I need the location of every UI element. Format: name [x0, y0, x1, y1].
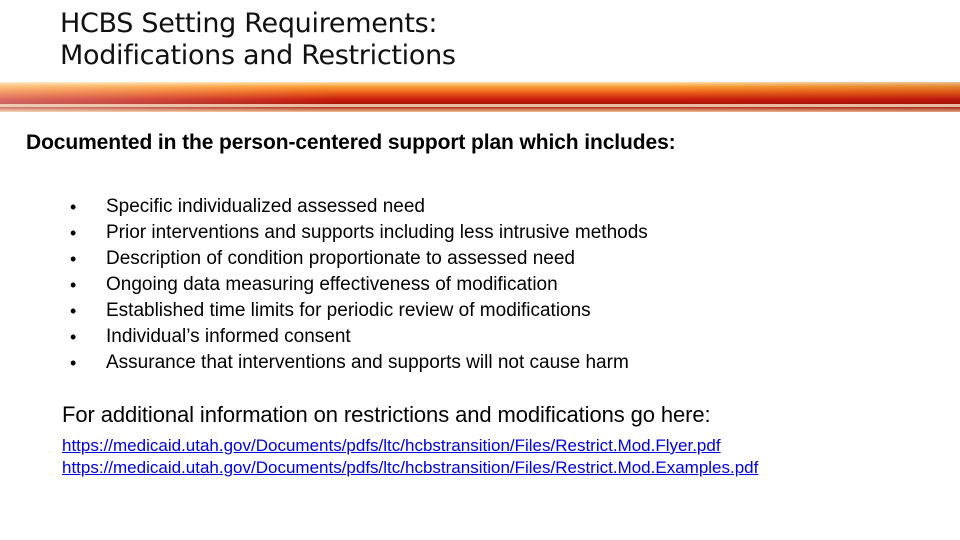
more-info-text: For additional information on restrictions and modifications go here: — [62, 402, 711, 427]
list-item-text: Prior interventions and supports including less intrusive methods — [106, 222, 648, 243]
bullet-icon: • — [70, 197, 77, 217]
list-item — [70, 300, 648, 326]
list-item-text: Assurance that interventions and supports will not cause harm — [106, 352, 629, 373]
bullet-icon: • — [70, 249, 77, 269]
list-item — [70, 352, 648, 378]
bullet-icon: • — [70, 223, 77, 243]
intro-heading: Documented in the person-centered support plan which includes: — [26, 131, 676, 154]
list-item — [70, 274, 648, 300]
list-item-text: Individual’s informed consent — [106, 326, 351, 347]
list-item — [70, 248, 648, 274]
bullet-icon: • — [70, 275, 77, 295]
links-block — [62, 435, 758, 479]
flyer-link[interactable]: https://medicaid.utah.gov/Documents/pdfs/ltc/hcbstransition/Files/Restrict.Mod.Flyer.pdf — [62, 436, 721, 455]
list-item-text: Ongoing data measuring effectiveness of modification — [106, 274, 558, 295]
requirements-list — [70, 196, 648, 378]
slide-title-line-2: Modifications and Restrictions — [60, 40, 456, 71]
list-item-text: Description of condition proportionate to assessed need — [106, 248, 575, 269]
list-item — [70, 196, 648, 222]
slide-title-line-1: HCBS Setting Requirements: — [60, 8, 438, 39]
list-item — [70, 326, 648, 352]
bullet-icon: • — [70, 327, 77, 347]
list-item — [70, 222, 648, 248]
list-item-text: Established time limits for periodic review of modifications — [106, 300, 591, 321]
bullet-icon: • — [70, 301, 77, 321]
examples-link[interactable]: https://medicaid.utah.gov/Documents/pdfs/ltc/hcbstransition/Files/Restrict.Mod.Examples.pdf — [62, 458, 759, 477]
bullet-icon: • — [70, 353, 77, 373]
accent-bar — [0, 82, 960, 112]
slide-title — [60, 8, 456, 72]
list-item-text: Specific individualized assessed need — [106, 196, 425, 217]
